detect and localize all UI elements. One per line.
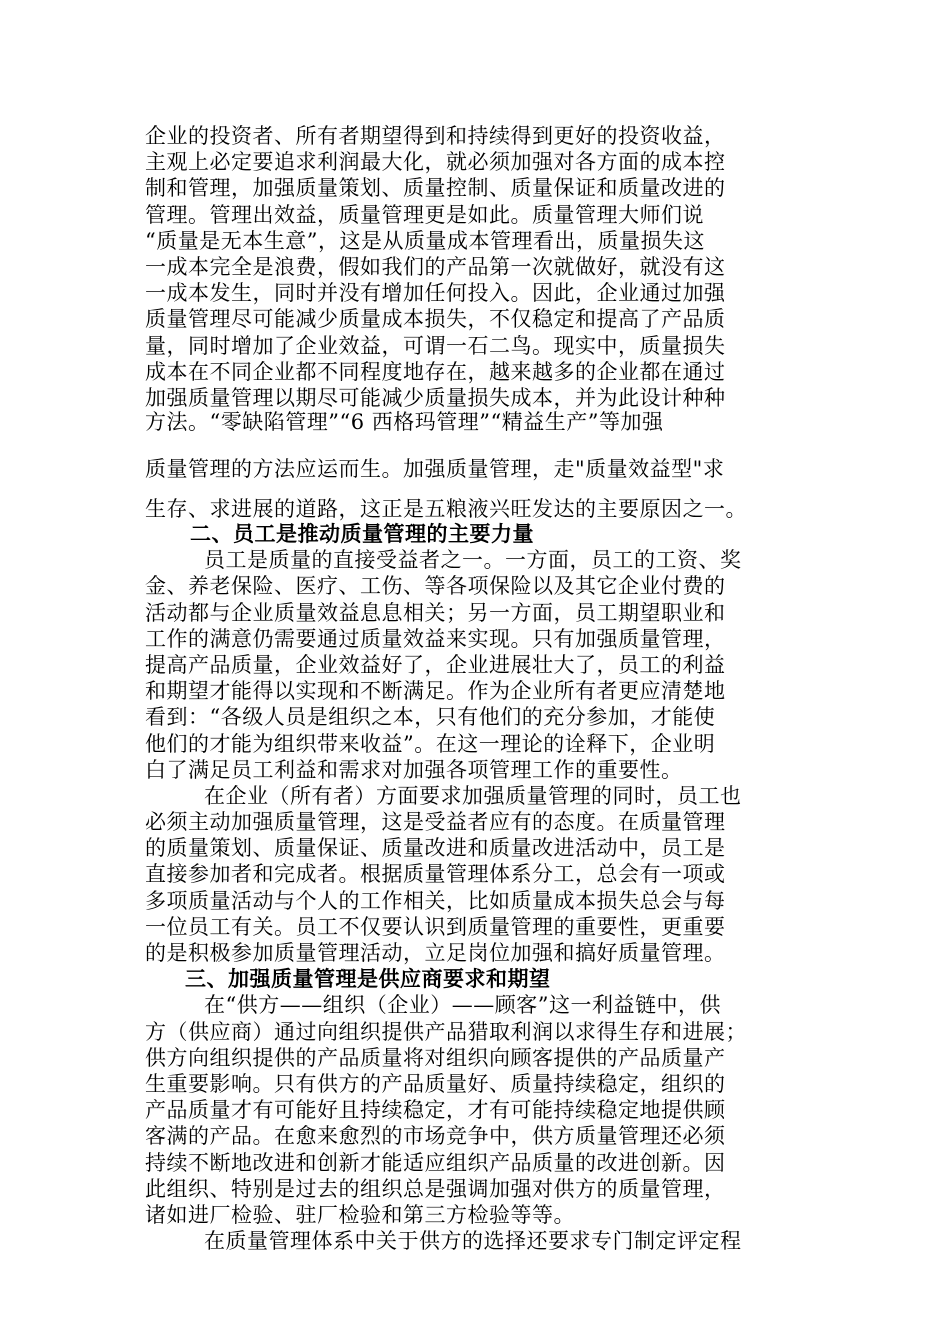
loose-line-methods [145, 409, 810, 435]
text-line: 在企业（所有者）方面要求加强质量管理的同时，员工也 [204, 783, 742, 808]
text-line: 方（供应商）通过向组织提供产品猎取利润以求得生存和进展； [145, 1019, 747, 1044]
text-line: 质量管理尽可能减少质量成本损失，不仅稳定和提高了产品质 [145, 307, 726, 332]
text-line: 在质量管理体系中关于供方的选择还要求专门制定评定程 [204, 1229, 742, 1254]
text-line: 员工是质量的直接受益者之一。一方面，员工的工资、奖 [204, 548, 742, 573]
text-line: 主观上必定要追求利润最大化，就必须加强对各方面的成本控 [145, 150, 726, 175]
text-line: “质量是无本生意”，这是从质量成本管理看出，质量损失这 [145, 228, 705, 253]
text-line: 的是积极参加质量管理活动，立足岗位加强和搞好质量管理。 [145, 941, 726, 965]
text-line: 必须主动加强质量管理，这是受益者应有的态度。在质量管理 [145, 810, 726, 835]
text-line: 供方向组织提供的产品质量将对组织向顾客提供的产品质量产 [145, 1045, 726, 1070]
text-line: 白了满足员工利益和需求对加强各项管理工作的重要性。 [145, 757, 683, 782]
text-line: 制和管理，加强质量策划、质量控制、质量保证和质量改进的 [145, 176, 726, 201]
text-line: 成本在不同企业都不同程度地存在，越来越多的企业都在通过 [145, 359, 726, 384]
text-line: 生重要影响。只有供方的产品质量好、质量持续稳定，组织的 [145, 1071, 726, 1096]
text-line: 一成本发生，同时并没有增加任何投入。因此，企业通过加强 [145, 281, 726, 306]
text-line: 加强质量管理以期尽可能减少质量损失成本，并为此设计种种 [145, 385, 726, 410]
text-line: 客满的产品。在愈来愈烈的市场竞争中，供方质量管理还必须 [145, 1124, 726, 1149]
text-line: 直接参加者和完成者。根据质量管理体系分工，总会有一项或 [145, 862, 726, 887]
text-line: 量，同时增加了企业效益，可谓一石二鸟。现实中，质量损失 [145, 333, 726, 358]
text-line: 此组织、特别是过去的组织总是强调加强对供方的质量管理， [145, 1176, 726, 1201]
text-line: 诸如进厂检验、驻厂检验和第三方检验等等。 [145, 1202, 575, 1227]
text-line: 质量管理的方法应运而生。加强质量管理，走"质量效益型"求 [145, 457, 725, 481]
loose-line-quality-benefit [145, 456, 810, 482]
text-line: 在“供方——组织（企业）——顾客”这一利益链中，供 [204, 993, 721, 1018]
text-line: 企业的投资者、所有者期望得到和持续得到更好的投资收益， [145, 124, 726, 148]
text-line: 一位员工有关。员工不仅要认识到质量管理的重要性，更重要 [145, 914, 726, 939]
body-continuation [145, 521, 810, 1254]
section-heading-employees: 二、员工是推动质量管理的主要力量 [190, 521, 534, 546]
text-line: 活动都与企业质量效益息息相关；另一方面，员工期望职业和 [145, 600, 726, 625]
text-line: 持续不断地改进和创新才能适应组织产品质量的改进创新。因 [145, 1150, 726, 1175]
text-line: 多项质量活动与个人的工作相关，比如质量成本损失总会与每 [145, 888, 726, 913]
text-line: 一成本完全是浪费，假如我们的产品第一次就做好，就没有这 [145, 254, 726, 279]
text-line: 金、养老保险、医疗、工伤、等各项保险以及其它企业付费的 [145, 574, 726, 599]
loose-line-wuliangye [145, 496, 810, 522]
text-line: 他们的才能为组织带来收益”。在这一理论的诠释下，企业明 [145, 731, 716, 756]
text-line: 提高产品质量，企业效益好了，企业进展壮大了，员工的利益 [145, 652, 726, 677]
text-line: 生存、求进展的道路，这正是五粮液兴旺发达的主要原因之一。 [145, 497, 747, 521]
text-line: 和期望才能得以实现和不断满足。作为企业所有者更应清楚地 [145, 679, 726, 704]
text-line: 看到：“各级人员是组织之本，只有他们的充分参加，才能使 [145, 705, 716, 730]
text-line: 方法。“零缺陷管理”“6 西格玛管理”“精益生产”等加强 [145, 410, 664, 434]
paragraph-investor-returns [145, 123, 810, 411]
text-line: 工作的满意仍需要通过质量效益来实现。只有加强质量管理， [145, 626, 726, 651]
text-line: 的质量策划、质量保证、质量改进和质量改进活动中，员工是 [145, 836, 726, 861]
section-heading-suppliers: 三、加强质量管理是供应商要求和期望 [185, 966, 551, 992]
text-line: 产品质量才有可能好且持续稳定，才有可能持续稳定地提供顾 [145, 1098, 726, 1123]
text-line: 管理。管理出效益，质量管理更是如此。质量管理大师们说 [145, 202, 704, 227]
